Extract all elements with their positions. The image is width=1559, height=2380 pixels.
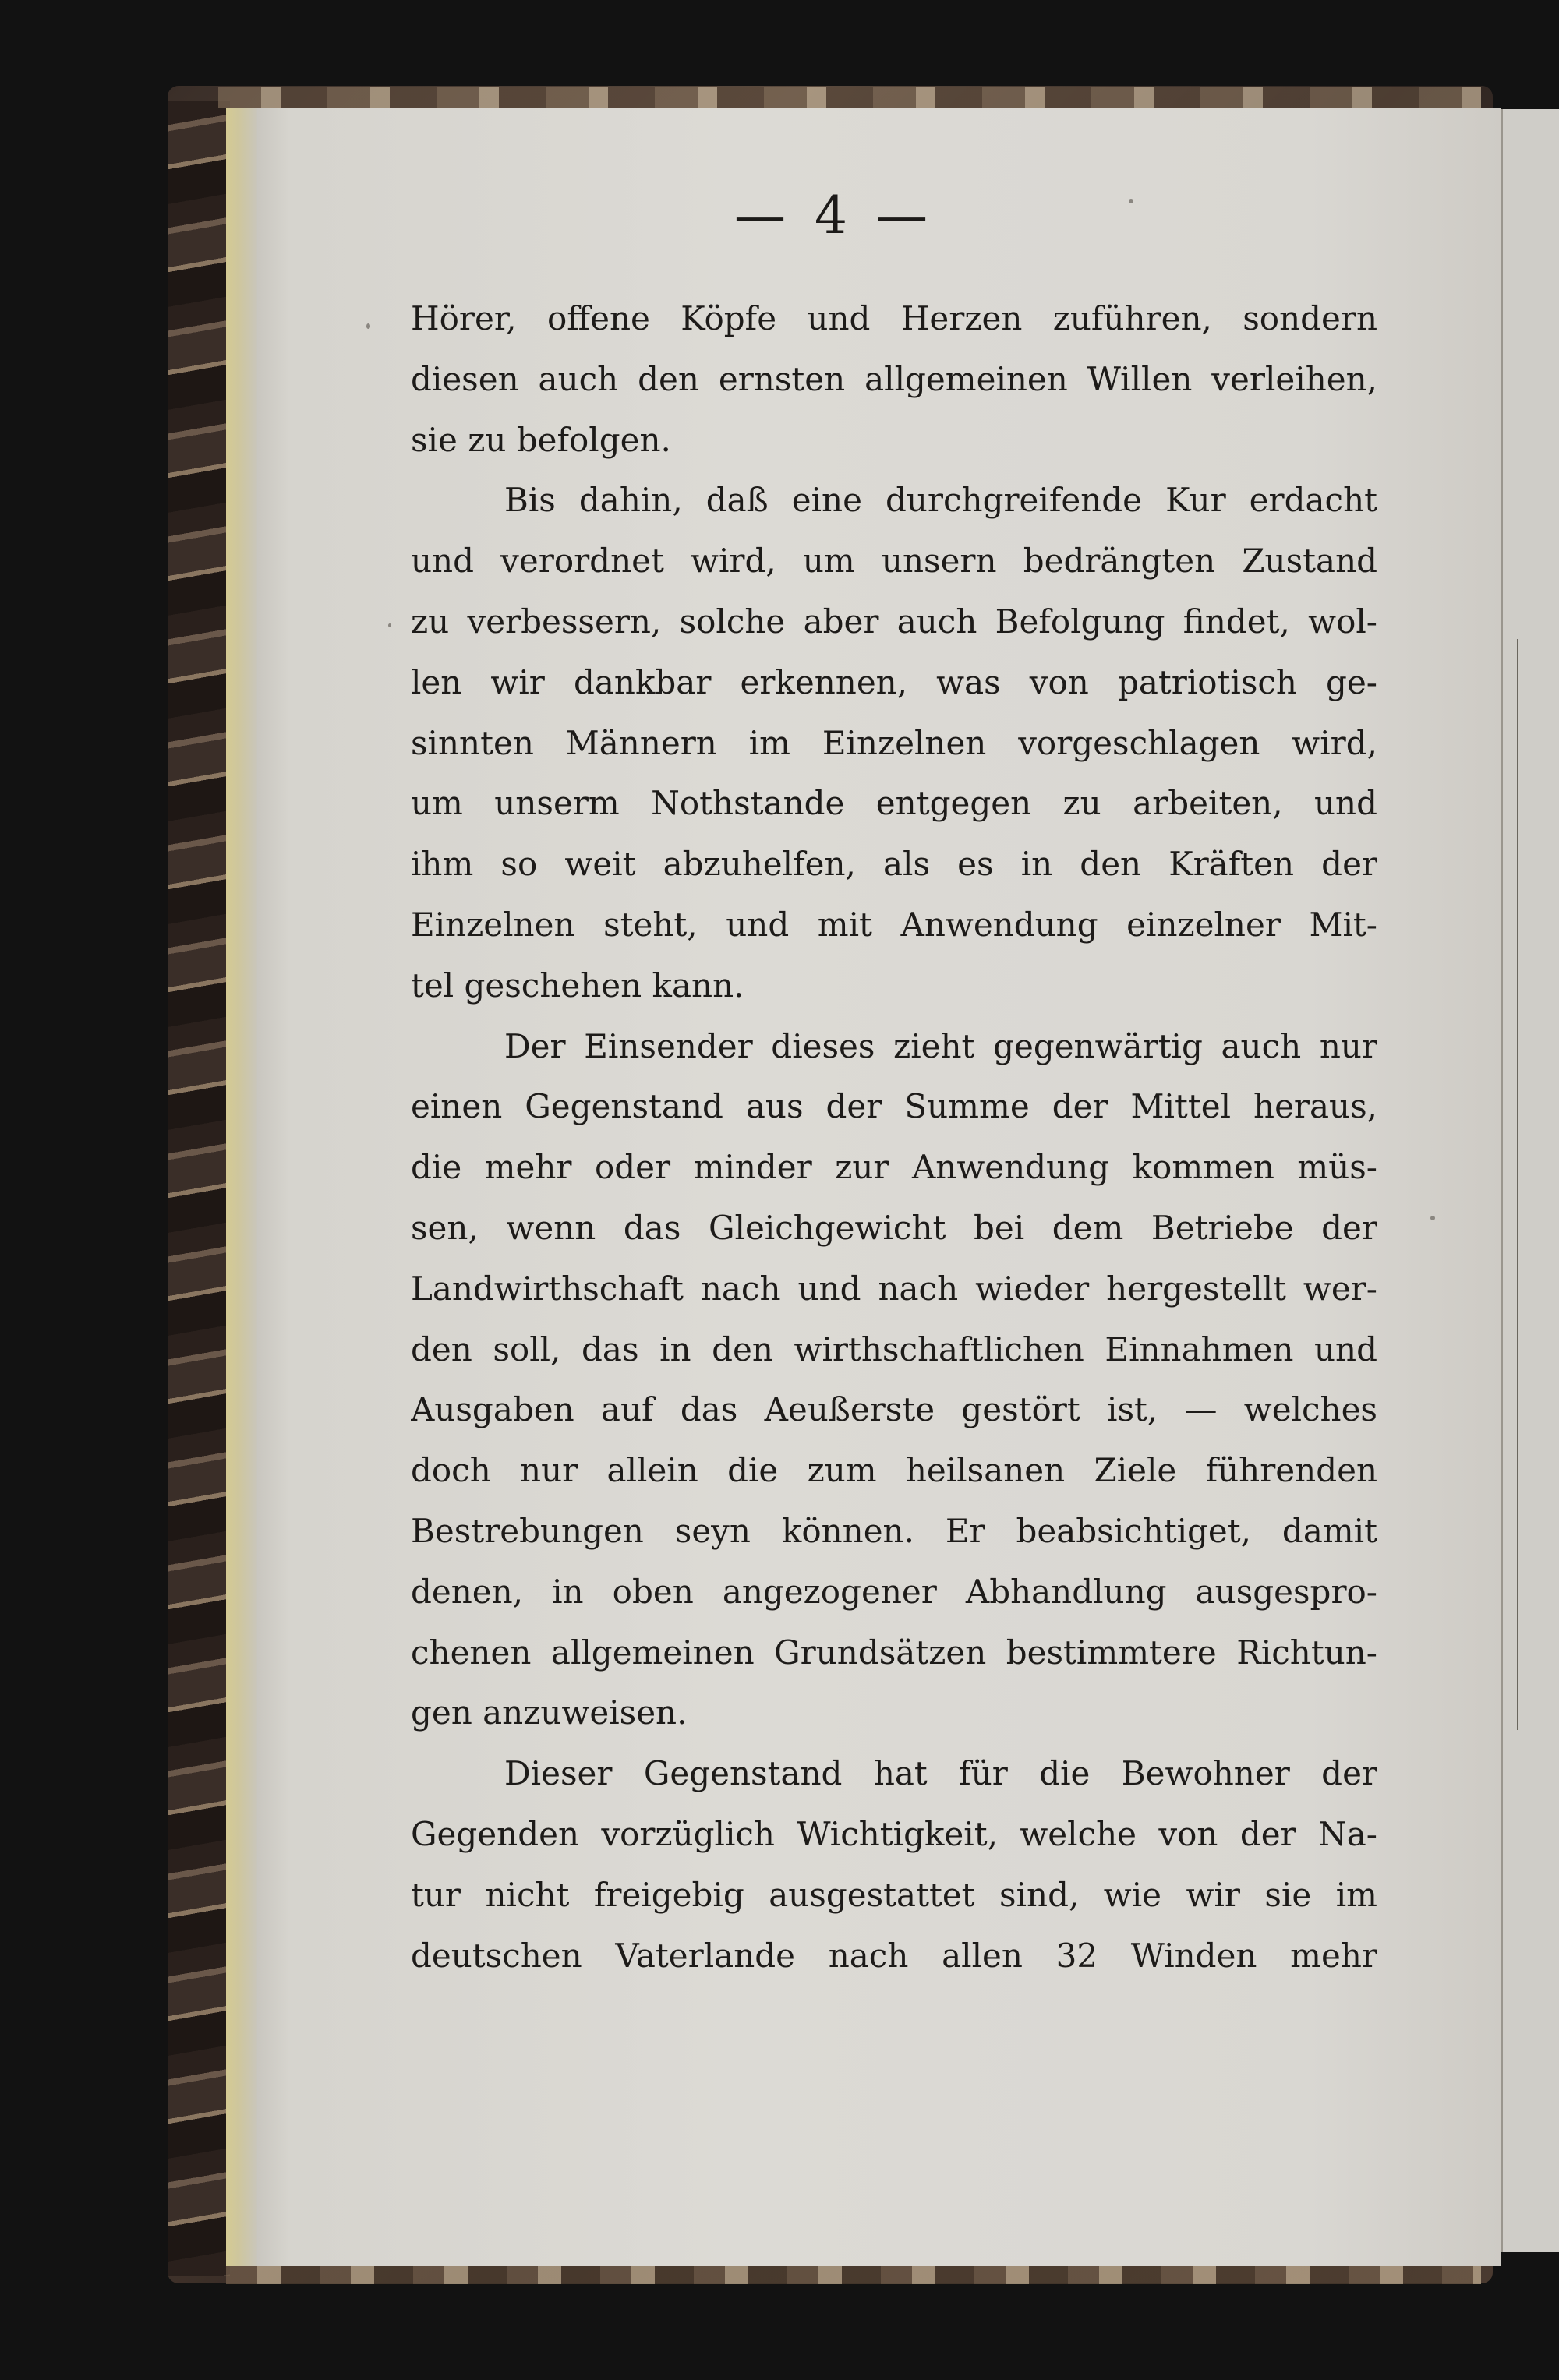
text-line: tel geschehen kann. <box>411 966 744 1005</box>
page-speck <box>366 323 370 329</box>
text-line: Hörer, offene Köpfe und Herzen zuführen, sondern <box>411 299 1377 337</box>
text-line: und verordnet wird, um unsern bedrängten Zustand <box>411 542 1377 581</box>
text-line: ihm so weit abzuhelfen, als es in den Kräften der <box>411 845 1377 884</box>
adjacent-page-edge <box>1501 109 1559 2252</box>
text-line: Bis dahin, daß eine durchgreifende Kur erdacht <box>504 481 1377 520</box>
text-line: deutschen Vaterlande nach allen 32 Winden mehr <box>411 1936 1377 1975</box>
text-line: um unserm Nothstande entgegen zu arbeiten, und <box>411 784 1377 823</box>
text-line: len wir dankbar erkennen, was von patriotisch ge- <box>411 662 1377 701</box>
cover-bottom-edge <box>226 2264 1481 2284</box>
page-number: — 4 — <box>734 185 934 245</box>
text-line: Bestrebungen seyn können. Er beabsichtiget, damit <box>411 1511 1377 1550</box>
text-line: Landwirthschaft nach und nach wieder hergestellt wer- <box>411 1269 1377 1308</box>
page-gutter-stain <box>226 108 257 2266</box>
text-line: die mehr oder minder zur Anwendung kommen müs- <box>411 1148 1377 1187</box>
adjacent-page-rule <box>1517 639 1518 1730</box>
page-speck <box>388 623 391 627</box>
text-line: den soll, das in den wirthschaftlichen Einnahmen und <box>411 1329 1377 1368</box>
text-line: sen, wenn das Gleichgewicht bei dem Betriebe der <box>411 1208 1377 1247</box>
text-line: Der Einsender dieses zieht gegenwärtig auch nur <box>504 1026 1377 1065</box>
text-line: Einzelnen steht, und mit Anwendung einzelner Mit- <box>411 905 1377 944</box>
cover-top-edge <box>218 87 1481 108</box>
text-line: zu verbessern, solche aber auch Befolgung findet, wol- <box>411 602 1377 641</box>
text-line: chenen allgemeinen Grundsätzen bestimmtere Richtun- <box>411 1633 1377 1672</box>
text-line: gen anzuweisen. <box>411 1693 688 1732</box>
text-line: tur nicht freigebig ausgestattet sind, wie wir sie im <box>411 1875 1377 1914</box>
text-line: doch nur allein die zum heilsanen Ziele führenden <box>411 1451 1377 1490</box>
page-text <box>411 288 1377 1986</box>
marbled-binding-edge <box>168 101 230 2276</box>
text-line: einen Gegenstand aus der Summe der Mittel heraus, <box>411 1087 1377 1126</box>
text-line: Ausgaben auf das Aeußerste gestört ist, — welches <box>411 1390 1377 1429</box>
text-line: denen, in oben angezogener Abhandlung ausgespro- <box>411 1572 1377 1611</box>
text-line: Dieser Gegenstand hat für die Bewohner der <box>504 1754 1377 1793</box>
text-line: Gegenden vorzüglich Wichtigkeit, welche von der Na- <box>411 1814 1377 1853</box>
page-speck <box>1430 1216 1435 1220</box>
text-line: sie zu befolgen. <box>411 420 671 459</box>
text-line: sinnten Männern im Einzelnen vorgeschlagen wird, <box>411 723 1377 762</box>
text-line: diesen auch den ernsten allgemeinen Willen verleihen, <box>411 359 1377 398</box>
